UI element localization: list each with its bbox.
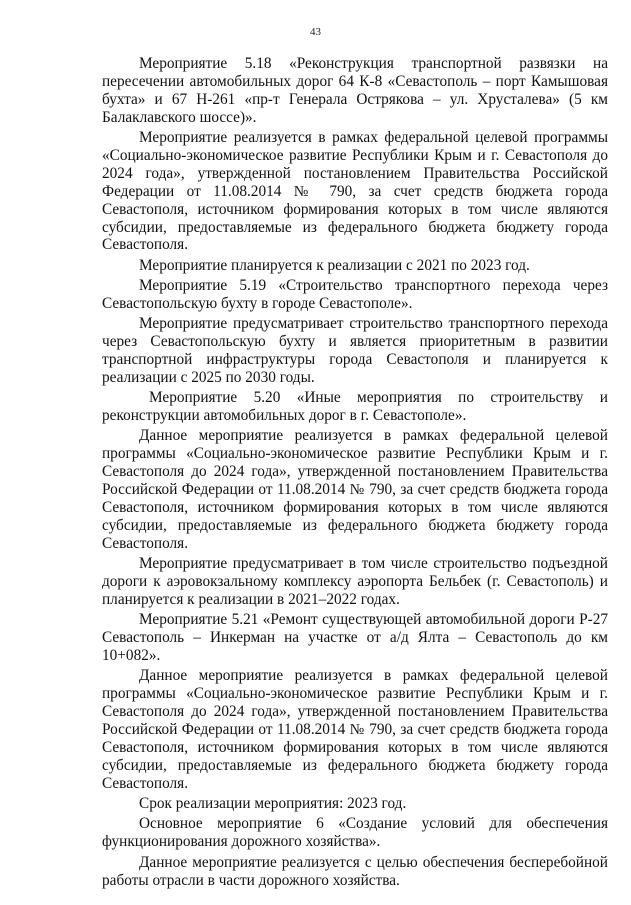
document-body [102, 55, 608, 892]
paragraph-main-6-title: Основное мероприятие 6 «Создание условий для обеспечения функционирования дорожного хозяйства». [102, 815, 608, 851]
paragraph-main-6-description: Данное мероприятие реализуется с целью обеспечения бесперебойной работы отрасли в части дорожного хозяйства. [102, 853, 608, 889]
paragraph-5-20-funding: Данное мероприятие реализуется в рамках федеральной целевой программы «Социально-экономическое развитие Республики Крым и г. Севастополя до 2024 года», утвержденной постановлением Правительства Российской Федерации от 11.08.2014 № 790, за счет средств бюджета города Севастополя, источником формирования которых в том числе являются субсидии, предоставляемые из федерального бюджета бюджету города Севастополя. [102, 427, 608, 552]
paragraph-5-20-title: Мероприятие 5.20 «Иные мероприятия по строительству и реконструкции автомобильных дорог в г. Севастополе». [102, 389, 608, 425]
page-number: 43 [310, 26, 321, 38]
paragraph-5-21-schedule: Срок реализации мероприятия: 2023 год. [139, 795, 407, 813]
paragraph-5-18-funding: Мероприятие реализуется в рамках федеральной целевой программы «Социально-экономическое развитие Республики Крым и г. Севастополя до 2024 года», утвержденной постановлением Правительства Российской Федерации от 11.08.2014 № 790, за счет средств бюджета города Севастополя, источником формирования которых в том числе являются субсидии, предоставляемые из федерального бюджета бюджету города Севастополя. [102, 129, 608, 254]
paragraph-5-19-description: Мероприятие предусматривает строительство транспортного перехода через Севастопольскую бухту и является приоритетным в развитии транспортной инфраструктуры города Севастополя и планируется к реализации с 2025 по 2030 годы. [102, 315, 608, 386]
paragraph-5-18-title: Мероприятие 5.18 «Реконструкция транспортной развязки на пересечении автомобильных дорог 64 К-8 «Севастополь – порт Камышовая бухта» и 67 Н-261 «пр-т Генерала Острякова – ул. Хрусталева» (5 км Балаклавского шоссе)». [102, 55, 608, 126]
paragraph-5-20-description: Мероприятие предусматривает в том числе строительство подъездной дороги к аэровокзальному комплексу аэропорта Бельбек (г. Севастополь) и планируется к реализации в 2021–2022 годах. [102, 555, 608, 609]
paragraph-5-21-funding: Данное мероприятие реализуется в рамках федеральной целевой программы «Социально-экономическое развитие Республики Крым и г. Севастополя до 2024 года», утвержденной постановлением Правительства Российской Федерации от 11.08.2014 № 790, за счет средств бюджета города Севастополя, источником формирования которых в том числе являются субсидии, предоставляемые из федерального бюджета бюджету города Севастополя. [102, 667, 608, 792]
paragraph-5-18-schedule: Мероприятие планируется к реализации с 2021 по 2023 год. [139, 256, 530, 274]
paragraph-5-21-title: Мероприятие 5.21 «Ремонт существующей автомобильной дороги Р-27 Севастополь – Инкерман на участке от а/д Ялта – Севастополь до км 10+082». [102, 611, 608, 665]
paragraph-5-19-title: Мероприятие 5.19 «Строительство транспортного перехода через Севастопольскую бухту в городе Севастополе». [102, 277, 608, 312]
